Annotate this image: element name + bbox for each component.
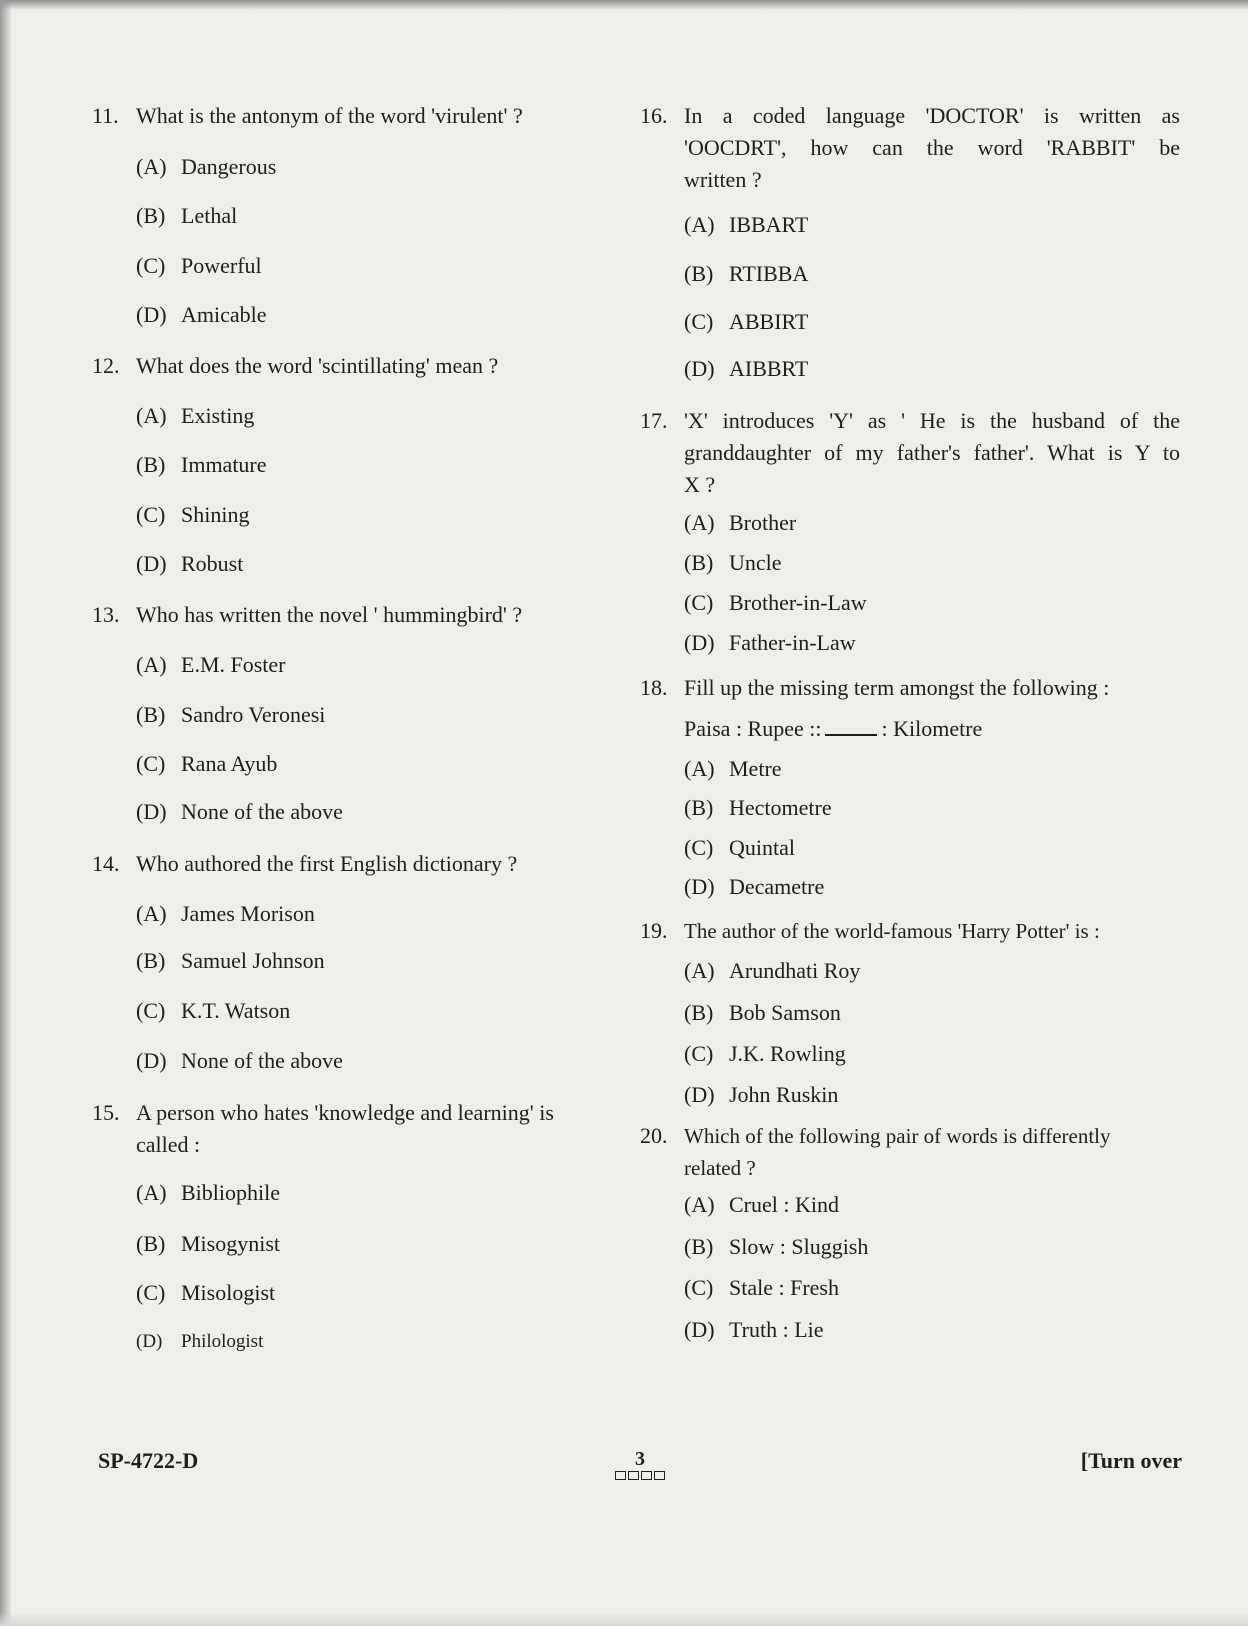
option	[136, 1178, 280, 1208]
question-number: 16.	[640, 103, 668, 128]
question-text	[684, 100, 1180, 196]
question-16	[640, 100, 1180, 196]
option-label: (C)	[136, 751, 166, 776]
option-label: (C)	[684, 1275, 714, 1300]
option-label: (A)	[136, 1180, 167, 1205]
option	[136, 500, 249, 530]
option	[136, 899, 315, 929]
option-text: Brother	[729, 510, 797, 535]
option-label: (A)	[136, 901, 167, 926]
paper-code: SP-4722-D	[98, 1448, 199, 1473]
option-text: IBBART	[729, 212, 809, 237]
option-text: Cruel : Kind	[729, 1192, 839, 1217]
question-17	[640, 405, 1180, 501]
option-text: AIBBRT	[729, 356, 809, 381]
option-label: (C)	[136, 998, 166, 1023]
option-label: (D)	[684, 874, 715, 899]
option-label: (B)	[136, 948, 166, 973]
question-text	[684, 405, 1180, 501]
question-text-line: called :	[136, 1132, 201, 1157]
option	[684, 628, 856, 658]
option	[684, 588, 867, 618]
question-18	[640, 672, 1180, 704]
option	[136, 996, 290, 1026]
option-text: Lethal	[181, 203, 238, 228]
option-label: (B)	[684, 261, 714, 286]
option-label: (D)	[684, 1317, 715, 1342]
option-label: (A)	[684, 756, 715, 781]
option	[684, 354, 808, 384]
marker-box	[615, 1471, 626, 1480]
option	[684, 548, 782, 578]
option-label: (C)	[136, 502, 166, 527]
question-20	[640, 1120, 1180, 1184]
option-text: Misogynist	[181, 1231, 281, 1256]
option-label: (B)	[136, 1231, 166, 1256]
option-text: Powerful	[181, 253, 262, 278]
question-text-line: related ?	[684, 1156, 756, 1180]
option	[136, 201, 237, 231]
question-text	[684, 1120, 1180, 1184]
option-text: Bibliophile	[181, 1180, 280, 1205]
question-number: 19.	[640, 918, 668, 943]
option	[136, 1229, 280, 1259]
scan-edge-top	[0, 0, 1248, 10]
option-label: (B)	[136, 702, 166, 727]
question-text-line: 'X' introduces 'Y' as ' He is the husband of the	[684, 408, 1180, 433]
option-text: Metre	[729, 756, 782, 781]
page-number: 3	[635, 1448, 645, 1470]
option-label: (A)	[136, 154, 167, 179]
option-text: Stale : Fresh	[729, 1275, 839, 1300]
option	[684, 793, 832, 823]
option	[684, 956, 860, 986]
option-label: (A)	[684, 958, 715, 983]
option-label: (A)	[684, 1192, 715, 1217]
option	[136, 1046, 343, 1076]
option	[136, 946, 325, 976]
question-text-line: Which of the following pair of words is differently	[684, 1124, 1111, 1148]
option	[136, 700, 325, 730]
question-number: 12.	[92, 353, 120, 378]
question-11	[92, 100, 637, 132]
option-label: (B)	[684, 1234, 714, 1259]
option-label: (D)	[136, 799, 167, 824]
option	[136, 1278, 275, 1308]
option-label: (C)	[684, 590, 714, 615]
option-label: (D)	[136, 302, 167, 327]
turn-over-note: [Turn over	[1080, 1448, 1182, 1473]
question-text-line: X ?	[684, 472, 716, 497]
option-text: Samuel Johnson	[181, 948, 325, 973]
option-label: (C)	[684, 1041, 714, 1066]
option-text: Immature	[181, 452, 267, 477]
option-label: (D)	[136, 1331, 163, 1352]
option-label: (D)	[684, 1082, 715, 1107]
option-label: (A)	[684, 212, 715, 237]
question-text-line: written ?	[684, 167, 762, 192]
question-text: The author of the world-famous 'Harry Potter' is :	[684, 919, 1100, 943]
option	[684, 1315, 824, 1345]
option	[684, 307, 808, 337]
option-label: (B)	[684, 795, 714, 820]
option-text: Slow : Sluggish	[729, 1234, 869, 1259]
option-label: (A)	[136, 652, 167, 677]
question-19	[640, 915, 1180, 947]
option	[136, 450, 267, 480]
option	[136, 650, 286, 680]
option-text: Truth : Lie	[729, 1317, 824, 1342]
question-text-line: granddaughter of my father's father'. What is Y to	[684, 440, 1180, 465]
option	[684, 872, 824, 902]
option-text: None of the above	[181, 799, 343, 824]
option	[136, 401, 254, 431]
option-text: J.K. Rowling	[729, 1041, 846, 1066]
option	[684, 259, 808, 289]
question-number: 20.	[640, 1123, 668, 1148]
marker-box	[628, 1471, 639, 1480]
question-text: What does the word 'scintillating' mean ?	[136, 353, 499, 378]
scan-edge-left	[0, 0, 12, 1626]
option-label: (B)	[136, 452, 166, 477]
option-text: Brother-in-Law	[729, 590, 867, 615]
option-text: ABBIRT	[729, 309, 809, 334]
option-label: (C)	[684, 309, 714, 334]
page-marker-boxes	[600, 1471, 680, 1480]
option	[136, 797, 343, 827]
question-15	[92, 1097, 637, 1161]
answer-blank	[825, 716, 877, 736]
option	[684, 754, 782, 784]
option-label: (C)	[136, 253, 166, 278]
question-number: 17.	[640, 408, 668, 433]
question-text-line: In a coded language 'DOCTOR' is written as	[684, 103, 1180, 128]
question-number: 15.	[92, 1100, 120, 1125]
option-label: (D)	[136, 1048, 167, 1073]
option-text: Existing	[181, 403, 255, 428]
option	[684, 1273, 839, 1303]
option-text: Decametre	[729, 874, 825, 899]
option-text: Dangerous	[181, 154, 277, 179]
option-text: James Morison	[181, 901, 315, 926]
option-text: Arundhati Roy	[729, 958, 861, 983]
question-text: Who has written the novel ' hummingbird' ?	[136, 602, 523, 627]
option	[136, 300, 267, 330]
option	[684, 1039, 846, 1069]
option	[684, 1190, 839, 1220]
analogy-right: : Kilometre	[881, 716, 983, 741]
option-text: Bob Samson	[729, 1000, 841, 1025]
marker-box	[641, 1471, 652, 1480]
question-14	[92, 848, 637, 880]
page-number-block	[600, 1448, 680, 1480]
option	[136, 1327, 263, 1357]
option-text: Sandro Veronesi	[181, 702, 326, 727]
question-number: 13.	[92, 602, 120, 627]
option-label: (B)	[684, 1000, 714, 1025]
option	[136, 749, 277, 779]
option-label: (A)	[684, 510, 715, 535]
question-number: 14.	[92, 851, 120, 876]
option-text: RTIBBA	[729, 261, 809, 286]
question-text: Who authored the first English dictionary ?	[136, 851, 518, 876]
question-text-line: 'OOCDRT', how can the word 'RABBIT' be	[684, 135, 1180, 160]
option	[684, 210, 808, 240]
option-label: (D)	[136, 551, 167, 576]
option-text: Rana Ayub	[181, 751, 278, 776]
question-text-line: A person who hates 'knowledge and learning' is	[136, 1100, 554, 1125]
question-text: Fill up the missing term amongst the following :	[684, 675, 1110, 700]
option-label: (B)	[136, 203, 166, 228]
option	[684, 508, 796, 538]
option-text: Quintal	[729, 835, 795, 860]
option-label: (D)	[684, 356, 715, 381]
question-text	[136, 1097, 637, 1161]
question-12	[92, 350, 637, 382]
option-label: (B)	[684, 550, 714, 575]
marker-box	[654, 1471, 665, 1480]
option-text: Shining	[181, 502, 250, 527]
option-label: (D)	[684, 630, 715, 655]
option-text: None of the above	[181, 1048, 343, 1073]
option-text: Father-in-Law	[729, 630, 856, 655]
option	[136, 251, 262, 281]
option	[684, 1080, 838, 1110]
option-text: E.M. Foster	[181, 652, 286, 677]
option-text: John Ruskin	[729, 1082, 839, 1107]
option	[684, 1232, 868, 1262]
option-text: Hectometre	[729, 795, 832, 820]
question-number: 11.	[92, 103, 119, 128]
question-13	[92, 599, 637, 631]
option	[684, 833, 795, 863]
option-label: (C)	[136, 1280, 166, 1305]
option-text: K.T. Watson	[181, 998, 291, 1023]
option-text: Philologist	[181, 1331, 264, 1352]
question-text: What is the antonym of the word 'virulent' ?	[136, 103, 523, 128]
option-label: (C)	[684, 835, 714, 860]
option	[136, 152, 276, 182]
option-label: (A)	[136, 403, 167, 428]
option	[136, 549, 243, 579]
option-text: Misologist	[181, 1280, 276, 1305]
question-number: 18.	[640, 675, 668, 700]
option	[684, 998, 841, 1028]
option-text: Amicable	[181, 302, 267, 327]
option-text: Uncle	[729, 550, 782, 575]
analogy-line	[684, 714, 982, 744]
option-text: Robust	[181, 551, 244, 576]
analogy-left: Paisa : Rupee ::	[684, 716, 822, 741]
scan-edge-bottom	[0, 1612, 1248, 1626]
